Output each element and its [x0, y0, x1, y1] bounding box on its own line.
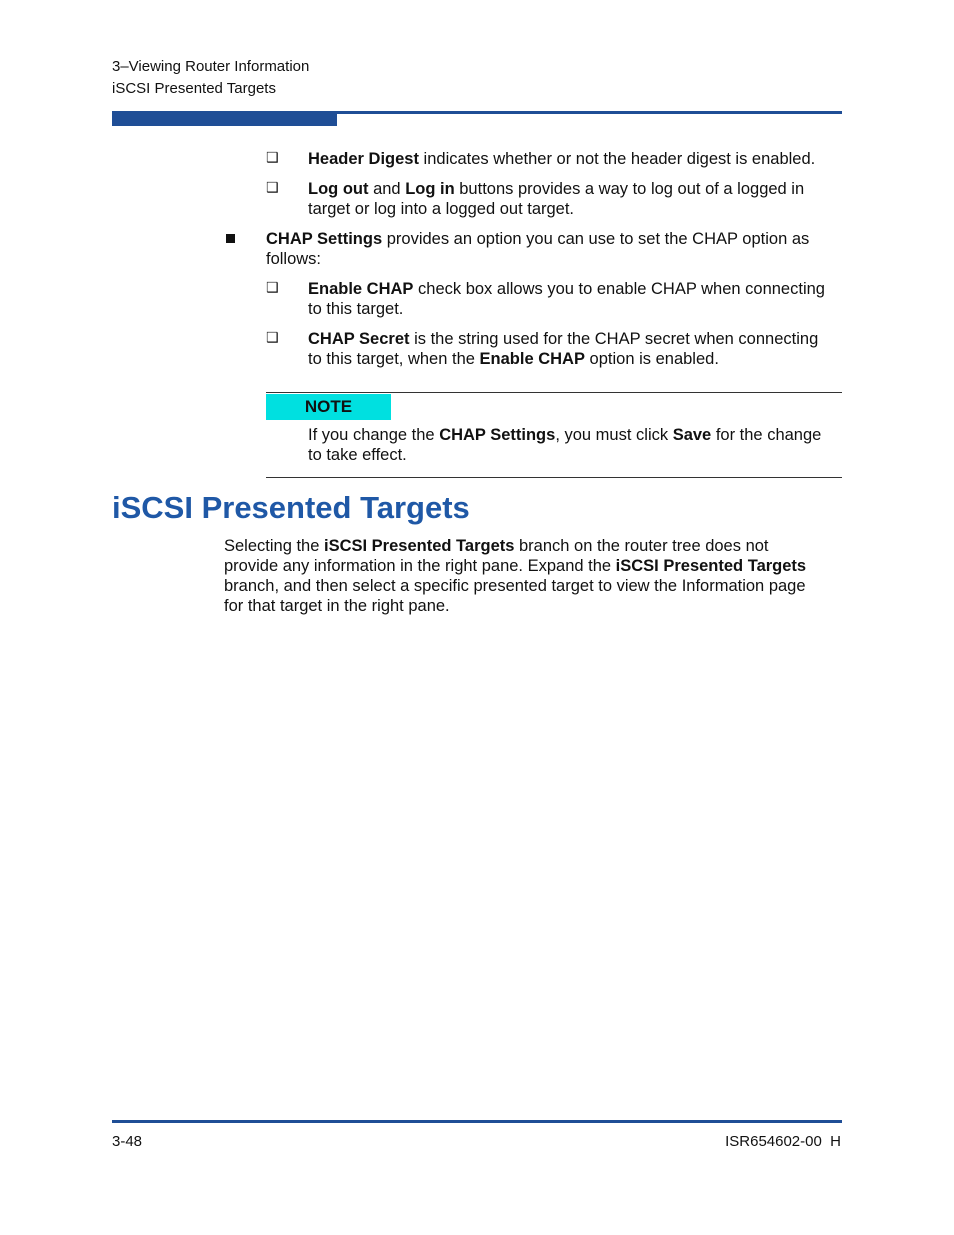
term-iscsi-presented-targets: iSCSI Presented Targets — [323, 537, 515, 555]
item-logout-login — [308, 179, 848, 219]
term-log-out: Log out — [308, 180, 369, 198]
item-text: check box allows you to enable CHAP when connecting — [413, 280, 825, 298]
item-chap-settings — [266, 229, 846, 269]
paragraph-text-line4: for that target in the right pane. — [224, 597, 450, 615]
note-text-line2: to take effect. — [308, 446, 407, 464]
item-text: is the string used for the CHAP secret when connecting — [409, 330, 819, 348]
term-save: Save — [672, 426, 712, 444]
item-text-line2: target or log into a logged out target. — [308, 200, 575, 218]
term-chap-secret: CHAP Secret — [308, 330, 410, 348]
footer-rule — [112, 1120, 842, 1123]
note-body — [308, 425, 848, 465]
note-top-rule — [266, 392, 842, 393]
running-header-section: iSCSI Presented Targets — [112, 80, 276, 97]
item-chap-secret — [308, 329, 848, 369]
checkbox-bullet-icon: ❑ — [266, 180, 279, 196]
paragraph-text: provide any information in the right pane. Expand the — [224, 557, 616, 575]
term-chap-settings: CHAP Settings — [266, 230, 383, 248]
item-text: provides an option you can use to set the CHAP option as — [382, 230, 810, 248]
page-number: 3-48 — [112, 1133, 143, 1150]
section-paragraph — [224, 536, 844, 616]
square-bullet-icon — [226, 234, 235, 243]
paragraph-text: branch on the router tree does not — [514, 537, 769, 555]
item-text-line2: follows: — [266, 250, 322, 268]
term-iscsi-presented-targets: iSCSI Presented Targets — [615, 557, 807, 575]
item-text: option is enabled. — [584, 350, 719, 368]
document-id: ISR654602-00 H — [725, 1133, 841, 1150]
section-title: iSCSI Presented Targets — [112, 490, 470, 525]
header-accent-block — [112, 111, 337, 126]
checkbox-bullet-icon: ❑ — [266, 330, 279, 346]
item-header-digest — [308, 149, 848, 169]
note-bottom-rule — [266, 477, 842, 478]
term-enable-chap: Enable CHAP — [479, 350, 585, 368]
term-header-digest: Header Digest — [308, 150, 419, 168]
paragraph-text: Selecting the — [224, 537, 324, 555]
note-text: , you must click — [555, 426, 673, 444]
item-text: buttons provides a way to log out of a logged in — [454, 180, 805, 198]
term-chap-settings: CHAP Settings — [439, 426, 556, 444]
item-text-line2: to this target. — [308, 300, 404, 318]
term-enable-chap: Enable CHAP — [308, 280, 414, 298]
item-text: and — [368, 180, 406, 198]
checkbox-bullet-icon: ❑ — [266, 280, 279, 296]
note-text: If you change the — [308, 426, 440, 444]
item-enable-chap — [308, 279, 848, 319]
checkbox-bullet-icon: ❑ — [266, 150, 279, 166]
term-log-in: Log in — [405, 180, 455, 198]
item-text: to this target, when the — [308, 350, 480, 368]
note-text: for the change — [711, 426, 822, 444]
paragraph-text-line3: branch, and then select a specific presented target to view the Information page — [224, 577, 806, 595]
item-text: indicates whether or not the header digest is enabled. — [418, 150, 816, 168]
running-header-chapter: 3–Viewing Router Information — [112, 58, 310, 75]
note-label: NOTE — [266, 394, 391, 420]
